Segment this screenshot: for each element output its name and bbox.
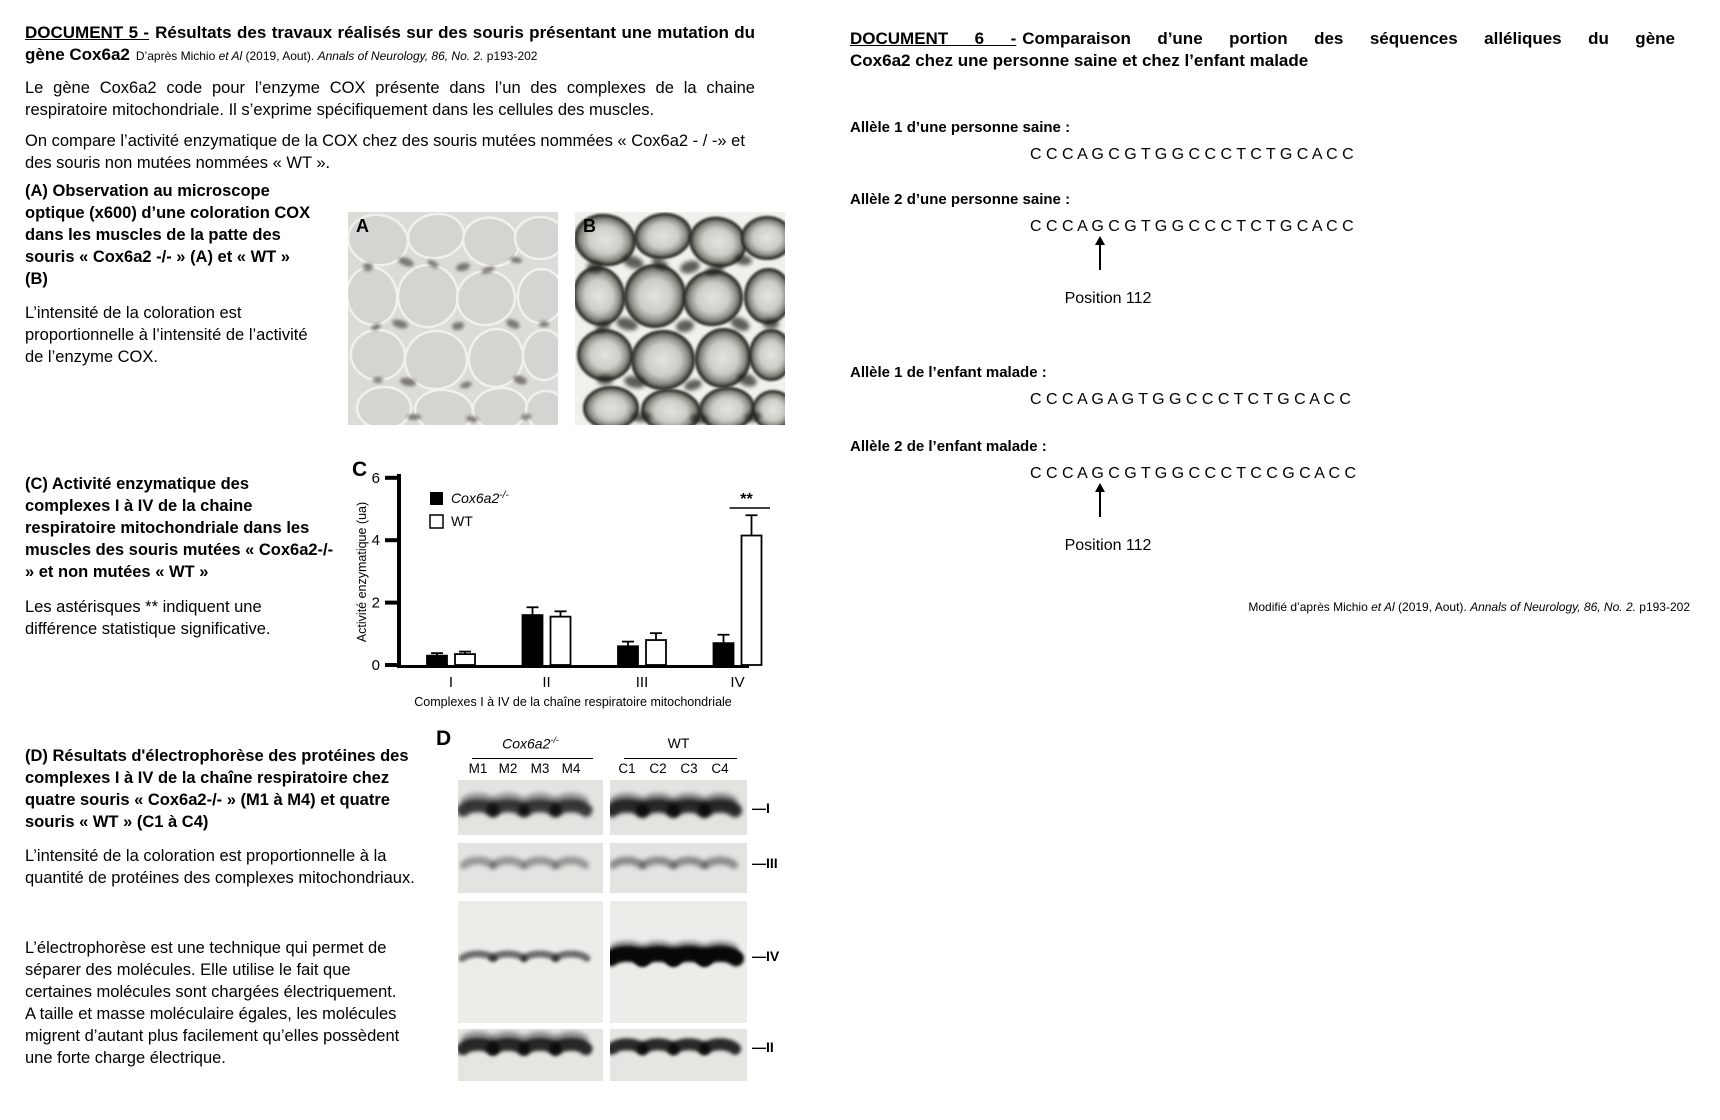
doc5-citation [136, 49, 538, 63]
gel-blot-panel [458, 901, 603, 1023]
svg-text:**: ** [740, 491, 753, 508]
gel-blot-panel [610, 780, 747, 835]
micrograph-wt [575, 212, 785, 425]
doc5-cite-etal: et Al [218, 49, 243, 63]
doc5-title-line2 [25, 44, 755, 67]
gel-group-header: WT [667, 735, 690, 751]
doc6-title-line1 [850, 28, 1675, 49]
doc6-citation [850, 600, 1690, 614]
allele-sequence: C C C A G C G T G G C C C T C T G C A C C [1030, 146, 1354, 163]
allele-block [850, 437, 1690, 554]
gel-blot-panel [610, 1029, 747, 1081]
position-arrow [1099, 491, 1101, 517]
allele-label: Allèle 1 de l’enfant malade : [850, 364, 1047, 381]
electrophoresis-panel [430, 715, 785, 1100]
position-label: Position 112 [1064, 537, 1152, 554]
section-d-heading: (D) Résultats d'électrophorèse des protéines des complexes I à IV de la chaîne respiratoire chez quatre souris « Cox6a2-/- » (M1 à M4) et quatre souris « WT » (C1 à C4) [25, 747, 409, 831]
section-a-heading: (A) Observation au microscope optique (x600) d’une coloration COX dans les muscles de la patte des souris « Cox6a2 -/- » (A) et « WT » (B) [25, 182, 311, 288]
gel-blot-panel [458, 1029, 603, 1081]
doc5-intro1-line1: Le gène Cox6a2 code pour l’enzyme COX présente dans l’un des complexes de la chaine [25, 79, 755, 97]
gel-group-header: Cox6a2-/- [502, 735, 559, 752]
gel-row-label: —III [752, 855, 778, 871]
section-d-p1: L’intensité de la coloration est proportionnelle à la quantité de protéines des complexes mitochondriaux. [25, 847, 415, 887]
svg-text:Complexes I à IV de la chaîne: Complexes I à IV de la chaîne respiratoire mitochondriale [414, 695, 732, 709]
gel-lane-label: C1 [618, 761, 636, 776]
allele-block [850, 363, 1690, 409]
doc6-cite-etal: et Al [1371, 600, 1395, 614]
gel-lane-label: M4 [561, 761, 581, 776]
micrograph-image [348, 212, 558, 425]
svg-text:4: 4 [371, 532, 380, 550]
doc6-title-line2: Cox6a2 chez une personne saine et chez l’enfant malade [850, 51, 1309, 70]
gel-row-label: —II [752, 1038, 774, 1055]
gel-blot-panel [610, 843, 747, 893]
doc5-section-a-text [25, 180, 317, 368]
gel-lane-label: M3 [530, 761, 550, 776]
allele-sequence: C C C A G A G T G G C C C T C T G C A C C [1030, 391, 1351, 408]
gel-row-label: —I [752, 800, 770, 817]
gel-lane-label: C2 [649, 761, 667, 776]
doc5-section-c-text [25, 473, 335, 640]
svg-text:WT: WT [451, 513, 473, 529]
position-arrow [1099, 244, 1101, 270]
doc5-title-text2: gène Cox6a2 [25, 45, 130, 64]
doc5-cite-mid: (2019, Aout). [242, 49, 318, 63]
section-c-body: Les astérisques ** indiquent une différence statistique significative. [25, 598, 271, 638]
chart-panel-label: C [352, 458, 368, 481]
micrograph-b-label: B [583, 216, 596, 236]
section-d-p2: L’électrophorèse est une technique qui permet de séparer des molécules. Elle utilise le fait que certaines molécules sont chargées électriquement. A taille et masse moléculaire égales, les molécules migrent d’autant plus facilement qu’elles possèdent une forte charge électrique. [25, 939, 400, 1067]
allele-label: Allèle 2 d’une personne saine : [850, 191, 1071, 208]
micrograph-image [575, 212, 785, 425]
doc5-cite-journal: Annals of Neurology, 86, No. 2. [317, 49, 484, 63]
svg-text:IV: IV [730, 674, 745, 691]
gel-row-label: —IV [752, 948, 780, 965]
gel-group-underline [472, 758, 593, 759]
doc5-intro1-line2: respiratoire mitochondriale. Il s’exprime spécifiquement dans les cellules des muscles. [25, 101, 655, 119]
doc6-title-label: DOCUMENT 6 - [850, 29, 1017, 48]
allele-label: Allèle 1 d’une personne saine : [850, 119, 1071, 136]
doc5-cite-pre: D’après Michio [135, 49, 219, 63]
doc5-cite-post: p193-202 [483, 49, 538, 63]
allele-block [850, 190, 1690, 307]
svg-text:Cox6a2-/-: Cox6a2-/- [451, 490, 509, 506]
document-5 [25, 20, 785, 1110]
svg-text:0: 0 [371, 657, 380, 674]
gel-blot-panel [458, 780, 603, 835]
micrograph-cox6a2-mutant [348, 212, 558, 425]
section-c-heading: (C) Activité enzymatique des complexes I à IV de la chaine respiratoire mitochondriale dans les muscles des souris mutées « Cox6a2-/- » et non mutées « WT » [25, 475, 334, 581]
svg-text:II: II [542, 674, 551, 691]
allele-block [850, 118, 1690, 164]
allele-label: Allèle 2 de l’enfant malade : [850, 438, 1047, 455]
gel-lane-label: C3 [680, 761, 698, 776]
svg-text:III: III [635, 674, 649, 691]
micrograph-a-label: A [356, 216, 369, 236]
svg-text:Activité enzymatique (ua): Activité enzymatique (ua) [355, 501, 369, 643]
svg-text:2: 2 [371, 594, 380, 612]
bar-chart-svg [330, 450, 770, 740]
doc5-intro2: On compare l’activité enzymatique de la COX chez des souris mutées nommées « Cox6a2 - / -» et des souris non mutées nommées « WT ». [25, 132, 745, 172]
allele-sequence: C C C A G C G T G G C C C T C C G C A C C [1030, 465, 1356, 482]
doc6-cite-pre: Modifié d’après Michio [1248, 600, 1372, 614]
position-label: Position 112 [1064, 290, 1152, 307]
gel-blot-panel [610, 901, 747, 1023]
gel-lane-label: M2 [498, 761, 518, 776]
document-6 [850, 20, 1695, 720]
doc6-cite-mid: (2019, Aout). [1394, 600, 1471, 614]
allele-sequence: C C C A G C G T G G C C C T C T G C A C C [1030, 218, 1354, 235]
doc6-cite-post: p193-202 [1635, 600, 1690, 614]
doc5-title-line1 [25, 22, 755, 43]
gel-lane-label: M1 [468, 761, 488, 776]
svg-text:6: 6 [371, 469, 380, 487]
section-a-body: L’intensité de la coloration est proportionnelle à l’intensité de l’activité de l’enzyme COX. [25, 304, 308, 366]
doc5-title-text1: Résultats des travaux réalisés sur des souris présentant une mutation du [155, 23, 755, 42]
enzyme-activity-bar-chart [330, 450, 770, 740]
svg-text:I: I [448, 674, 454, 691]
gel-blot-panel [458, 843, 603, 893]
doc6-title-text1: Comparaison d’une portion des séquences alléliques du gène [1022, 29, 1675, 48]
gel-group-underline [624, 758, 737, 759]
gel-lane-label: C4 [711, 761, 729, 776]
doc6-cite-journal: Annals of Neurology, 86, No. 2. [1470, 600, 1636, 614]
doc5-title-label: DOCUMENT 5 - [25, 23, 150, 42]
gel-panel-label: D [436, 727, 452, 750]
